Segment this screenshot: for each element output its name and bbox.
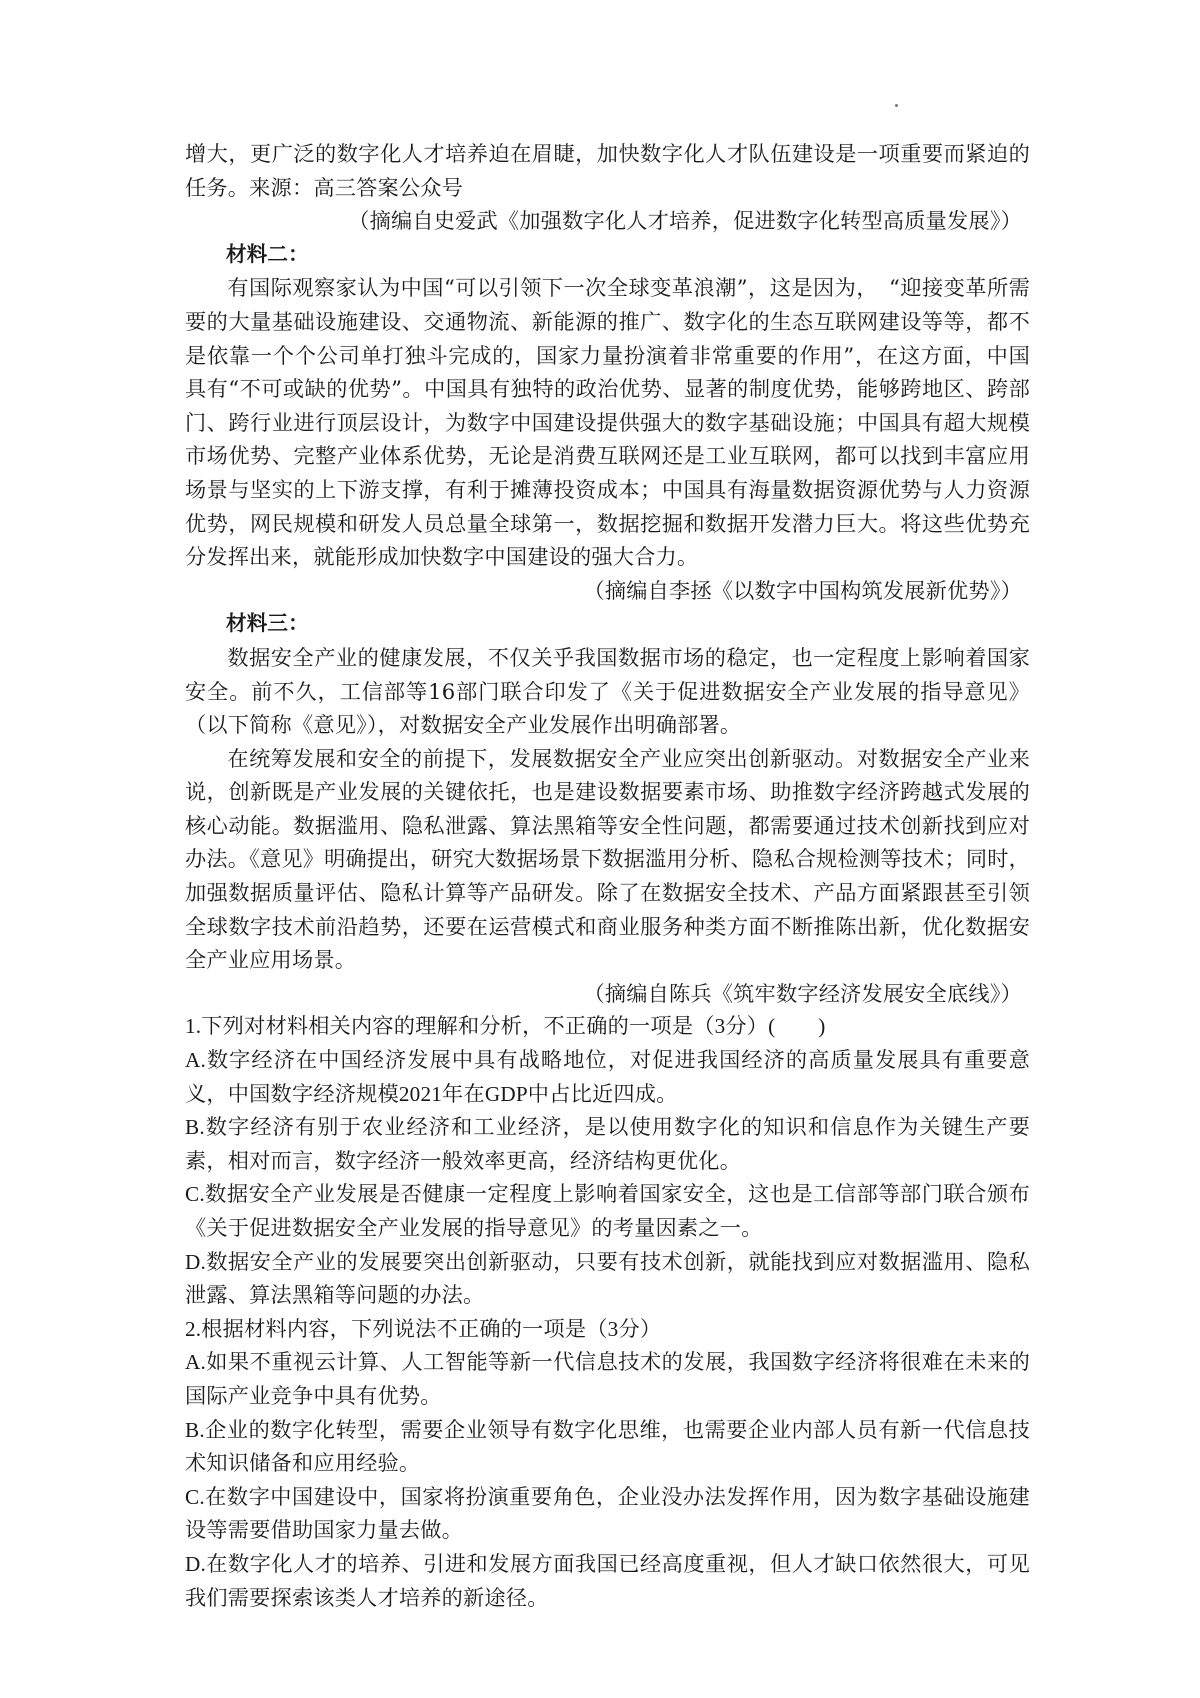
material-three-paragraph-1: 数据安全产业的健康发展，不仅关乎我国数据市场的稳定，也一定程度上影响着国家安全。前不久，工信部等16部门联合印发了《关于促进数据安全产业发展的指导意见》（以下简称《意见》），对数据安全产业发展作出明确部署。: [185, 644, 1030, 738]
material-three-heading: 材料三：: [226, 611, 309, 636]
material-one-source: （摘编自史爱武《加强数字化人才培养，促进数字化转型高质量发展》）: [348, 208, 1022, 234]
question-1-option-c: C.数据安全产业发展是否健康一定程度上影响着国家安全，这也是工信部等部门联合颁布《关于促进数据安全产业发展的指导意见》的考量因素之一。: [185, 1182, 1030, 1240]
question-1-option-a: A.数字经济在中国经济发展中具有战略地位，对促进我国经济的高质量发展具有重要意义，中国数字经济规模2021年在GDP中占比近四成。: [185, 1048, 1030, 1106]
document-page: [185, 137, 1030, 1615]
question-2-option-c: C.在数字中国建设中，国家将扮演重要角色，企业没办法发挥作用，因为数字基础设施建设等需要借助国家力量去做。: [185, 1484, 1030, 1543]
scan-mark: [895, 104, 898, 107]
question-2-option-a: A.如果不重视云计算、人工智能等新一代信息技术的发展，我国数字经济将很难在未来的国际产业竞争中具有优势。: [185, 1350, 1030, 1408]
question-1-option-d: D.数据安全产业的发展要突出创新驱动，只要有技术创新，就能找到应对数据滥用、隐私泄露、算法黑箱等问题的办法。: [185, 1249, 1030, 1308]
question-2-stem: 2.根据材料内容，下列说法不正确的一项是（3分）: [185, 1316, 662, 1341]
question-2-option-d: D.在数字化人才的培养、引进和发展方面我国已经高度重视，但人才缺口依然很大，可见我们需要探索该类人才培养的新途径。: [185, 1551, 1030, 1610]
question-2-option-b: B.企业的数字化转型，需要企业领导有数字化思维，也需要企业内部人员有新一代信息技术知识储备和应用经验。: [185, 1417, 1030, 1476]
material-one-tail: 增大，更广泛的数字化人才培养迫在眉睫，加快数字化人才队伍建设是一项重要而紧迫的任务。来源：高三答案公众号: [185, 141, 1030, 200]
material-two-source: （摘编自李拯《以数字中国构筑发展新优势》）: [583, 577, 1022, 603]
question-1-option-b: B.数字经济有别于农业经济和工业经济，是以使用数字化的知识和信息作为关键生产要素，相对而言，数字经济一般效率更高，经济结构更优化。: [185, 1115, 1030, 1173]
material-two-heading: 材料二：: [226, 241, 309, 266]
material-three-source: （摘编自陈兵《筑牢数字经济发展安全底线》）: [583, 980, 1022, 1006]
material-three-paragraph-2: 在统筹发展和安全的前提下，发展数据安全产业应突出创新驱动。对数据安全产业来说，创新既是产业发展的关键依托，也是建设数据要素市场、助推数字经济跨越式发展的核心动能。数据滥用、隐私泄露、算法黑箱等安全性问题，都需要通过技术创新找到应对办法。《意见》明确提出，研究大数据场景下数据滥用分析、隐私合规检测等技术；同时，加强数据质量评估、隐私计算等产品研发。除了在数据安全技术、产品方面紧跟甚至引领全球数字技术前沿趋势，还要在运营模式和商业服务种类方面不断推陈出新，优化数据安全产业应用场景。: [185, 745, 1030, 973]
question-1-stem: 1.下列对材料相关内容的理解和分析，不正确的一项是（3分）( ): [185, 1014, 826, 1039]
material-two-body: 有国际观察家认为中国“可以引领下一次全球变革浪潮”，这是因为， “迎接变革所需要的大量基础设施建设、交通物流、新能源的推广、数字化的生态互联网建设等等，都不是依靠一个个公司单打独斗完成的，国家力量扮演着非常重要的作用”，在这方面，中国具有“不可或缺的优势”。中国具有独特的政治优势、显著的制度优势，能够跨地区、跨部门、跨行业进行顶层设计，为数字中国建设提供强大的数字基础设施；中国具有超大规模市场优势、完整产业体系优势，无论是消费互联网还是工业互联网，都可以找到丰富应用场景与坚实的上下游支撑，有利于摊薄投资成本；中国具有海量数据资源优势与人力资源优势，网民规模和研发人员总量全球第一，数据挖掘和数据开发潜力巨大。将这些优势充分发挥出来，就能形成加快数字中国建设的强大合力。: [185, 275, 1030, 570]
